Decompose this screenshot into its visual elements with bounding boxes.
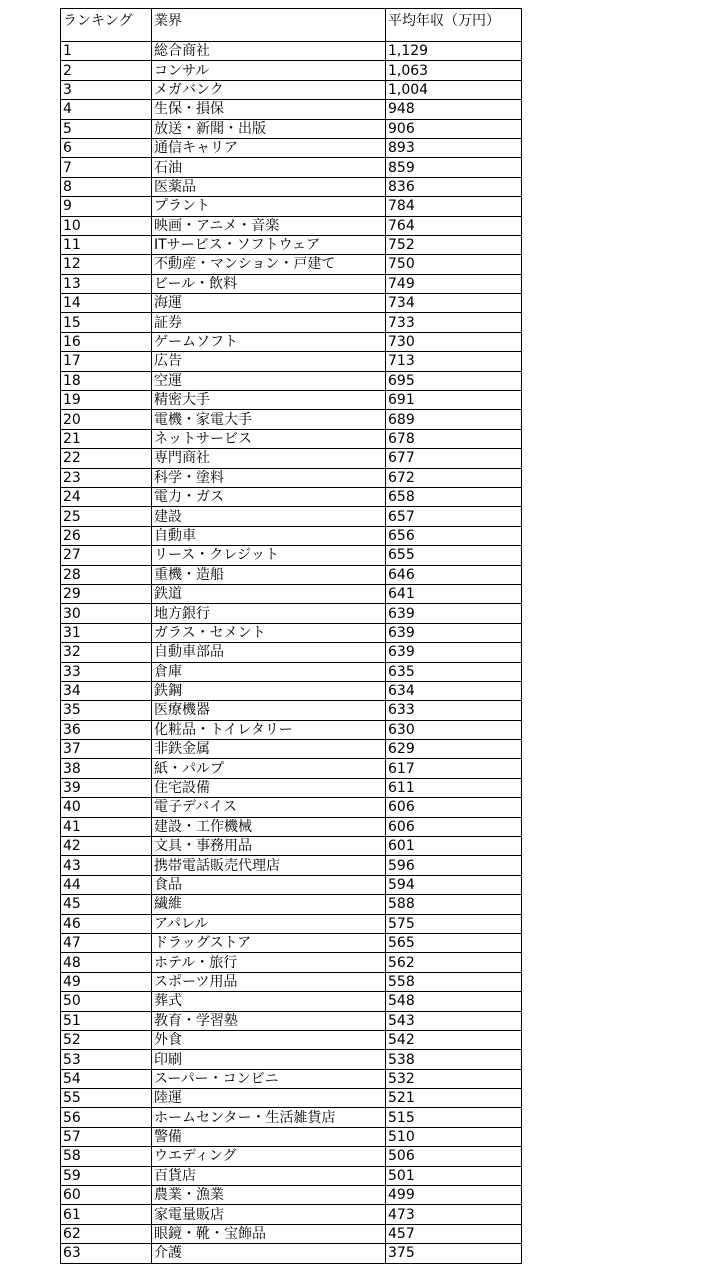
table-row [61, 817, 522, 836]
rank-cell: 63 [61, 1244, 152, 1263]
industry-cell: 医療機器 [152, 701, 386, 720]
rank-cell: 23 [61, 468, 152, 487]
table-row [61, 1186, 522, 1205]
table-row [61, 371, 522, 390]
industry-cell: スーパー・コンビニ [152, 1069, 386, 1088]
rank-cell: 34 [61, 681, 152, 700]
industry-cell: 広告 [152, 352, 386, 371]
industry-cell: 百貨店 [152, 1166, 386, 1185]
industry-cell: 葬式 [152, 992, 386, 1011]
salary-cell: 1,129 [386, 42, 522, 61]
industry-cell: 陸運 [152, 1089, 386, 1108]
salary-cell: 764 [386, 216, 522, 235]
rank-cell: 38 [61, 759, 152, 778]
table-row [61, 1030, 522, 1049]
salary-cell: 634 [386, 681, 522, 700]
industry-cell: 食品 [152, 875, 386, 894]
table-row [61, 61, 522, 80]
rank-cell: 51 [61, 1011, 152, 1030]
salary-cell: 617 [386, 759, 522, 778]
rank-cell: 9 [61, 197, 152, 216]
rank-cell: 41 [61, 817, 152, 836]
industry-cell: 地方銀行 [152, 604, 386, 623]
salary-cell: 606 [386, 798, 522, 817]
salary-cell: 677 [386, 449, 522, 468]
salary-cell: 506 [386, 1147, 522, 1166]
table-row [61, 546, 522, 565]
industry-cell: 眼鏡・靴・宝飾品 [152, 1224, 386, 1243]
industry-cell: 精密大手 [152, 391, 386, 410]
salary-cell: 948 [386, 100, 522, 119]
header-row [61, 9, 522, 42]
industry-cell: ゲームソフト [152, 332, 386, 351]
rank-cell: 6 [61, 138, 152, 157]
header-rank: ランキング [61, 9, 152, 42]
salary-cell: 906 [386, 119, 522, 138]
industry-cell: 医薬品 [152, 177, 386, 196]
salary-cell: 521 [386, 1089, 522, 1108]
salary-cell: 606 [386, 817, 522, 836]
rank-cell: 35 [61, 701, 152, 720]
rank-cell: 7 [61, 158, 152, 177]
table-body [61, 42, 522, 1264]
table-row [61, 565, 522, 584]
salary-cell: 734 [386, 294, 522, 313]
industry-cell: 放送・新聞・出版 [152, 119, 386, 138]
table-row [61, 681, 522, 700]
salary-cell: 588 [386, 895, 522, 914]
table-row [61, 933, 522, 952]
rank-cell: 33 [61, 662, 152, 681]
salary-cell: 730 [386, 332, 522, 351]
table-row [61, 643, 522, 662]
rank-cell: 12 [61, 255, 152, 274]
rank-cell: 16 [61, 332, 152, 351]
table-row [61, 1050, 522, 1069]
salary-cell: 499 [386, 1186, 522, 1205]
industry-cell: スポーツ用品 [152, 972, 386, 991]
industry-cell: 建設 [152, 507, 386, 526]
table-row [61, 391, 522, 410]
salary-cell: 859 [386, 158, 522, 177]
table-row [61, 701, 522, 720]
salary-cell: 596 [386, 856, 522, 875]
industry-cell: 住宅設備 [152, 778, 386, 797]
table-row [61, 235, 522, 254]
rank-cell: 60 [61, 1186, 152, 1205]
table-row [61, 352, 522, 371]
table-row [61, 42, 522, 61]
salary-cell: 457 [386, 1224, 522, 1243]
rank-cell: 10 [61, 216, 152, 235]
table-row [61, 410, 522, 429]
industry-cell: アパレル [152, 914, 386, 933]
salary-cell: 562 [386, 953, 522, 972]
salary-cell: 713 [386, 352, 522, 371]
table-row [61, 487, 522, 506]
rank-cell: 19 [61, 391, 152, 410]
rank-cell: 53 [61, 1050, 152, 1069]
table-row [61, 972, 522, 991]
table-row [61, 1069, 522, 1088]
table-row [61, 1244, 522, 1263]
salary-cell: 558 [386, 972, 522, 991]
salary-cell: 656 [386, 526, 522, 545]
salary-cell: 655 [386, 546, 522, 565]
table-row [61, 197, 522, 216]
industry-cell: 自動車 [152, 526, 386, 545]
industry-cell: ウエディング [152, 1147, 386, 1166]
table-row [61, 778, 522, 797]
rank-cell: 22 [61, 449, 152, 468]
salary-cell: 836 [386, 177, 522, 196]
rank-cell: 58 [61, 1147, 152, 1166]
rank-cell: 49 [61, 972, 152, 991]
table-row [61, 216, 522, 235]
table-row [61, 468, 522, 487]
industry-cell: 介護 [152, 1244, 386, 1263]
table-row [61, 274, 522, 293]
rank-cell: 18 [61, 371, 152, 390]
salary-cell: 639 [386, 643, 522, 662]
table-row [61, 1089, 522, 1108]
industry-cell: 専門商社 [152, 449, 386, 468]
rank-cell: 4 [61, 100, 152, 119]
rank-cell: 15 [61, 313, 152, 332]
salary-cell: 375 [386, 1244, 522, 1263]
rank-cell: 3 [61, 80, 152, 99]
table-row [61, 584, 522, 603]
rank-cell: 52 [61, 1030, 152, 1049]
table-row [61, 1147, 522, 1166]
industry-cell: 警備 [152, 1127, 386, 1146]
rank-cell: 42 [61, 837, 152, 856]
industry-cell: 農業・漁業 [152, 1186, 386, 1205]
industry-cell: 映画・アニメ・音楽 [152, 216, 386, 235]
table-row [61, 1108, 522, 1127]
table-row [61, 875, 522, 894]
industry-cell: 空運 [152, 371, 386, 390]
table-row [61, 740, 522, 759]
salary-cell: 678 [386, 429, 522, 448]
table-row [61, 138, 522, 157]
industry-cell: 化粧品・トイレタリー [152, 720, 386, 739]
industry-cell: 通信キャリア [152, 138, 386, 157]
table-row [61, 177, 522, 196]
industry-cell: 不動産・マンション・戸建て [152, 255, 386, 274]
industry-cell: 外食 [152, 1030, 386, 1049]
table-row [61, 1166, 522, 1185]
salary-cell: 695 [386, 371, 522, 390]
table-row [61, 100, 522, 119]
industry-cell: 電機・家電大手 [152, 410, 386, 429]
rank-cell: 36 [61, 720, 152, 739]
industry-cell: ホテル・旅行 [152, 953, 386, 972]
industry-cell: 繊維 [152, 895, 386, 914]
rank-cell: 13 [61, 274, 152, 293]
industry-cell: 証券 [152, 313, 386, 332]
table-header [61, 9, 522, 42]
table-row [61, 953, 522, 972]
industry-cell: コンサル [152, 61, 386, 80]
industry-cell: 電力・ガス [152, 487, 386, 506]
salary-cell: 733 [386, 313, 522, 332]
salary-cell: 532 [386, 1069, 522, 1088]
industry-cell: ドラッグストア [152, 933, 386, 952]
table-row [61, 759, 522, 778]
salary-cell: 629 [386, 740, 522, 759]
industry-cell: 印刷 [152, 1050, 386, 1069]
salary-cell: 601 [386, 837, 522, 856]
salary-cell: 501 [386, 1166, 522, 1185]
salary-cell: 646 [386, 565, 522, 584]
rank-cell: 46 [61, 914, 152, 933]
salary-cell: 639 [386, 604, 522, 623]
rank-cell: 8 [61, 177, 152, 196]
table-row [61, 294, 522, 313]
industry-cell: 倉庫 [152, 662, 386, 681]
industry-cell: 教育・学習塾 [152, 1011, 386, 1030]
table-row [61, 1224, 522, 1243]
salary-cell: 658 [386, 487, 522, 506]
salary-cell: 594 [386, 875, 522, 894]
rank-cell: 44 [61, 875, 152, 894]
industry-cell: ガラス・セメント [152, 623, 386, 642]
industry-cell: リース・クレジット [152, 546, 386, 565]
rank-cell: 24 [61, 487, 152, 506]
salary-cell: 543 [386, 1011, 522, 1030]
rank-cell: 43 [61, 856, 152, 875]
rank-cell: 47 [61, 933, 152, 952]
industry-cell: 紙・パルプ [152, 759, 386, 778]
salary-cell: 691 [386, 391, 522, 410]
salary-cell: 749 [386, 274, 522, 293]
rank-cell: 29 [61, 584, 152, 603]
industry-cell: ネットサービス [152, 429, 386, 448]
rank-cell: 59 [61, 1166, 152, 1185]
table-row [61, 662, 522, 681]
industry-cell: 生保・損保 [152, 100, 386, 119]
salary-cell: 689 [386, 410, 522, 429]
table-row [61, 1205, 522, 1224]
table-row [61, 313, 522, 332]
salary-cell: 473 [386, 1205, 522, 1224]
rank-cell: 2 [61, 61, 152, 80]
rank-cell: 14 [61, 294, 152, 313]
rank-cell: 62 [61, 1224, 152, 1243]
header-salary: 平均年収（万円） [386, 9, 522, 42]
salary-cell: 565 [386, 933, 522, 952]
industry-cell: プラント [152, 197, 386, 216]
rank-cell: 45 [61, 895, 152, 914]
industry-cell: 自動車部品 [152, 643, 386, 662]
rank-cell: 48 [61, 953, 152, 972]
rank-cell: 57 [61, 1127, 152, 1146]
salary-cell: 750 [386, 255, 522, 274]
table-row [61, 914, 522, 933]
rank-cell: 37 [61, 740, 152, 759]
salary-cell: 510 [386, 1127, 522, 1146]
rank-cell: 40 [61, 798, 152, 817]
industry-cell: 海運 [152, 294, 386, 313]
salary-cell: 542 [386, 1030, 522, 1049]
salary-cell: 630 [386, 720, 522, 739]
rank-cell: 21 [61, 429, 152, 448]
salary-cell: 548 [386, 992, 522, 1011]
salary-cell: 635 [386, 662, 522, 681]
salary-cell: 538 [386, 1050, 522, 1069]
table-row [61, 429, 522, 448]
rank-cell: 32 [61, 643, 152, 662]
salary-cell: 611 [386, 778, 522, 797]
industry-cell: 非鉄金属 [152, 740, 386, 759]
rank-cell: 61 [61, 1205, 152, 1224]
rank-cell: 5 [61, 119, 152, 138]
rank-cell: 27 [61, 546, 152, 565]
industry-cell: 携帯電話販売代理店 [152, 856, 386, 875]
table-row [61, 992, 522, 1011]
table-row [61, 449, 522, 468]
rank-cell: 55 [61, 1089, 152, 1108]
table-row [61, 1127, 522, 1146]
table-row [61, 332, 522, 351]
rank-cell: 50 [61, 992, 152, 1011]
industry-cell: 石油 [152, 158, 386, 177]
salary-ranking-table [60, 8, 522, 1264]
salary-cell: 657 [386, 507, 522, 526]
table-row [61, 119, 522, 138]
salary-cell: 1,063 [386, 61, 522, 80]
rank-cell: 54 [61, 1069, 152, 1088]
header-industry: 業界 [152, 9, 386, 42]
table-row [61, 837, 522, 856]
salary-cell: 1,004 [386, 80, 522, 99]
table-row [61, 604, 522, 623]
salary-cell: 641 [386, 584, 522, 603]
industry-cell: 文具・事務用品 [152, 837, 386, 856]
industry-cell: 重機・造船 [152, 565, 386, 584]
table-row [61, 856, 522, 875]
industry-cell: 建設・工作機械 [152, 817, 386, 836]
table-row [61, 720, 522, 739]
industry-cell: 電子デバイス [152, 798, 386, 817]
industry-cell: 鉄鋼 [152, 681, 386, 700]
table-row [61, 798, 522, 817]
table-row [61, 1011, 522, 1030]
salary-cell: 784 [386, 197, 522, 216]
rank-cell: 30 [61, 604, 152, 623]
rank-cell: 26 [61, 526, 152, 545]
table-row [61, 623, 522, 642]
table-row [61, 255, 522, 274]
table-row [61, 158, 522, 177]
salary-cell: 672 [386, 468, 522, 487]
rank-cell: 20 [61, 410, 152, 429]
table-row [61, 526, 522, 545]
rank-cell: 25 [61, 507, 152, 526]
salary-cell: 633 [386, 701, 522, 720]
industry-cell: 家電量販店 [152, 1205, 386, 1224]
rank-cell: 56 [61, 1108, 152, 1127]
salary-cell: 639 [386, 623, 522, 642]
table-row [61, 507, 522, 526]
rank-cell: 17 [61, 352, 152, 371]
salary-cell: 893 [386, 138, 522, 157]
rank-cell: 28 [61, 565, 152, 584]
industry-cell: ITサービス・ソフトウェア [152, 235, 386, 254]
table-row [61, 80, 522, 99]
rank-cell: 39 [61, 778, 152, 797]
industry-cell: ホームセンター・生活雑貨店 [152, 1108, 386, 1127]
rank-cell: 11 [61, 235, 152, 254]
salary-cell: 752 [386, 235, 522, 254]
table-row [61, 895, 522, 914]
salary-cell: 575 [386, 914, 522, 933]
industry-cell: 総合商社 [152, 42, 386, 61]
industry-cell: ビール・飲料 [152, 274, 386, 293]
industry-cell: 科学・塗料 [152, 468, 386, 487]
rank-cell: 1 [61, 42, 152, 61]
salary-cell: 515 [386, 1108, 522, 1127]
rank-cell: 31 [61, 623, 152, 642]
industry-cell: 鉄道 [152, 584, 386, 603]
industry-cell: メガバンク [152, 80, 386, 99]
